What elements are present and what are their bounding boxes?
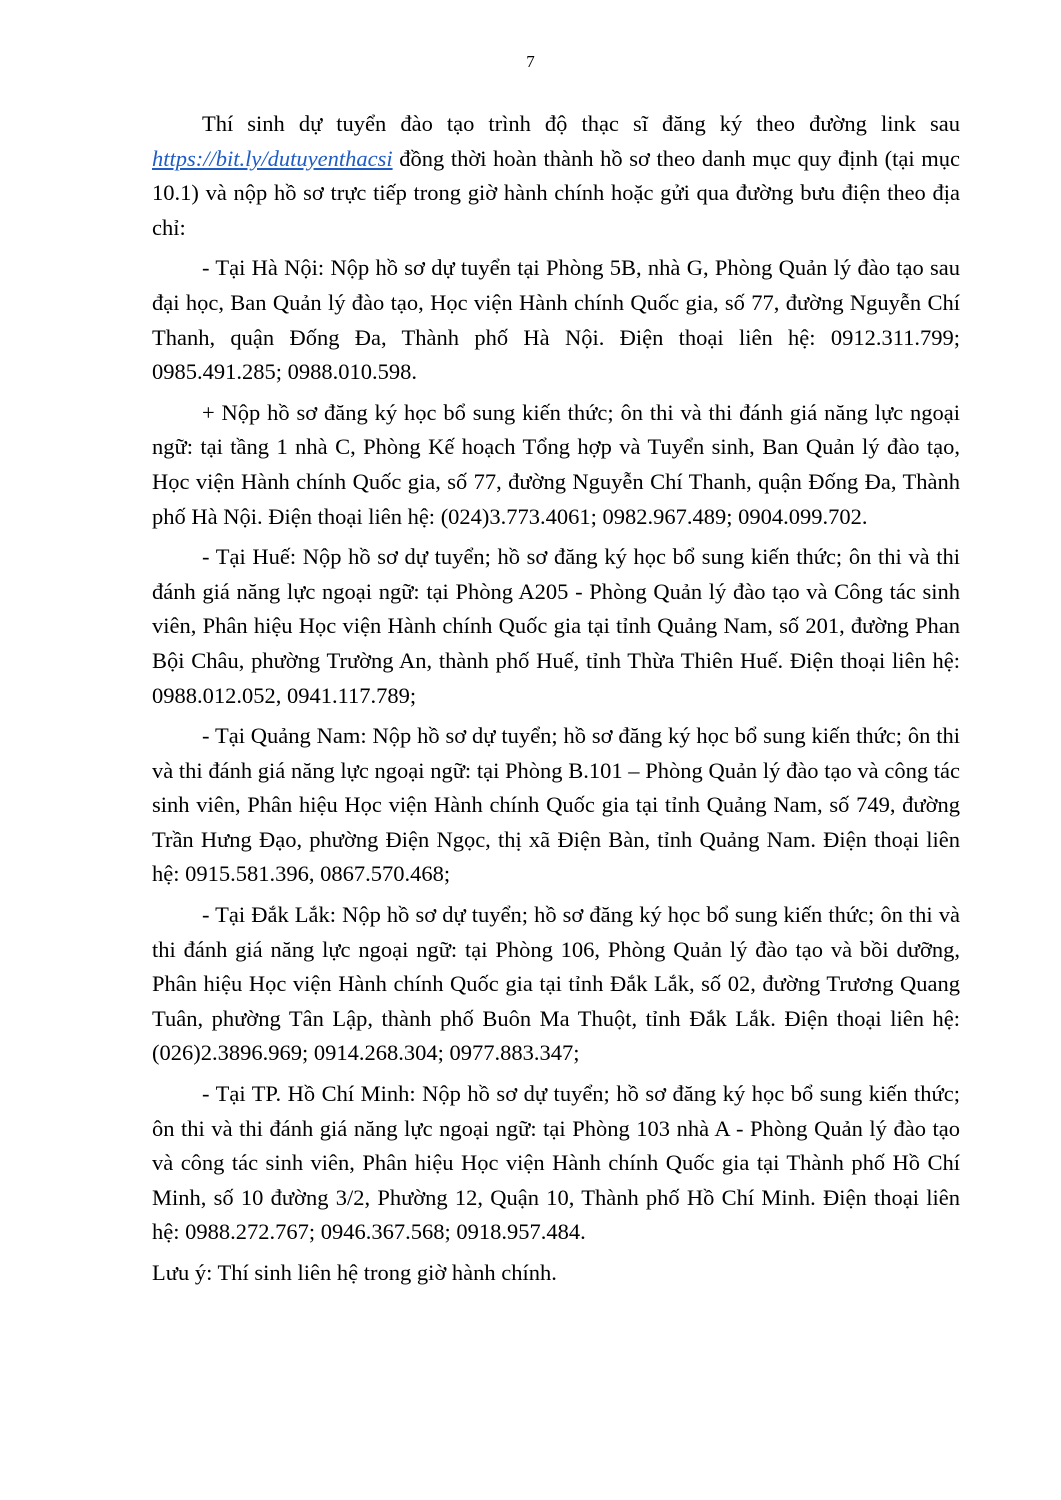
document-body [152, 107, 960, 1297]
paragraph-hue: - Tại Huế: Nộp hồ sơ dự tuyển; hồ sơ đăng ký học bổ sung kiến thức; ôn thi và thi đánh giá năng lực ngoại ngữ: tại Phòng A205 - Phòng Quản lý đào tạo và Công tác sinh viên, Phân hiệu Học viện Hành chính Quốc gia tại tỉnh Quảng Nam, số 201, đường Phan Bội Châu, phường Trường An, thành phố Huế, tỉnh Thừa Thiên Huế. Điện thoại liên hệ: 0988.012.052, 0941.117.789; [152, 544, 960, 708]
paragraph-quang-nam: - Tại Quảng Nam: Nộp hồ sơ dự tuyển; hồ sơ đăng ký học bổ sung kiến thức; ôn thi và thi đánh giá năng lực ngoại ngữ: tại Phòng B.101 – Phòng Quản lý đào tạo và công tác sinh viên, Phân hiệu Học viện Hành chính Quốc gia tại tỉnh Quảng Nam, số 749, đường Trần Hưng Đạo, phường Điện Ngọc, thị xã Điện Bàn, tỉnh Quảng Nam. Điện thoại liên hệ: 0915.581.396, 0867.570.468; [152, 723, 960, 887]
paragraph-ho-chi-minh: - Tại TP. Hồ Chí Minh: Nộp hồ sơ dự tuyển; hồ sơ đăng ký học bổ sung kiến thức; ôn thi và thi đánh giá năng lực ngoại ngữ: tại Phòng 103 nhà A - Phòng Quản lý đào tạo và công tác sinh viên, Phân hiệu Học viện Hành chính Quốc gia tại Thành phố Hồ Chí Minh, số 10 đường 3/2, Phường 12, Quận 10, Thành phố Hồ Chí Minh. Điện thoại liên hệ: 0988.272.767; 0946.367.568; 0918.957.484. [152, 1081, 960, 1245]
page-number: 7 [526, 52, 535, 71]
paragraph-hanoi-supplementary: + Nộp hồ sơ đăng ký học bổ sung kiến thức; ôn thi và thi đánh giá năng lực ngoại ngữ: tại tầng 1 nhà C, Phòng Kế hoạch Tổng hợp và Tuyển sinh, Ban Quản lý đào tạo, Học viện Hành chính Quốc gia, số 77, đường Nguyễn Chí Thanh, quận Đống Đa, Thành phố Hà Nội. Điện thoại liên hệ: (024)3.773.4061; 0982.967.489; 0904.099.702. [152, 399, 960, 529]
note-paragraph: Lưu ý: Thí sinh liên hệ trong giờ hành chính. [152, 1260, 557, 1285]
paragraph-dak-lak: - Tại Đắk Lắk: Nộp hồ sơ dự tuyển; hồ sơ đăng ký học bổ sung kiến thức; ôn thi và thi đánh giá năng lực ngoại ngữ: tại Phòng 106, Phòng Quản lý đào tạo và bồi dưỡng, Phân hiệu Học viện Hành chính Quốc gia tại tỉnh Đắk Lắk, số 02, đường Trương Quang Tuân, phường Tân Lập, thành phố Buôn Ma Thuột, tỉnh Đắk Lắk. Điện thoại liên hệ: (026)2.3896.969; 0914.268.304; 0977.883.347; [152, 902, 960, 1066]
intro-text-before-link: Thí sinh dự tuyển đào tạo trình độ thạc sĩ đăng ký theo đường link sau [202, 111, 960, 136]
registration-link[interactable]: https://bit.ly/dutuyenthacsi [152, 145, 393, 171]
intro-text-after-link: đồng thời hoàn thành hồ sơ theo danh mục quy định (tại mục 10.1) và nộp hồ sơ trực tiếp trong giờ hành chính hoặc gửi qua đường bưu điện theo địa chỉ: [152, 145, 960, 240]
intro-paragraph [152, 107, 960, 245]
paragraph-hanoi: - Tại Hà Nội: Nộp hồ sơ dự tuyển tại Phòng 5B, nhà G, Phòng Quản lý đào tạo sau đại học, Ban Quản lý đào tạo, Học viện Hành chính Quốc gia, số 77, đường Nguyễn Chí Thanh, quận Đống Đa, Thành phố Hà Nội. Điện thoại liên hệ: 0912.311.799; 0985.491.285; 0988.010.598. [152, 255, 960, 385]
